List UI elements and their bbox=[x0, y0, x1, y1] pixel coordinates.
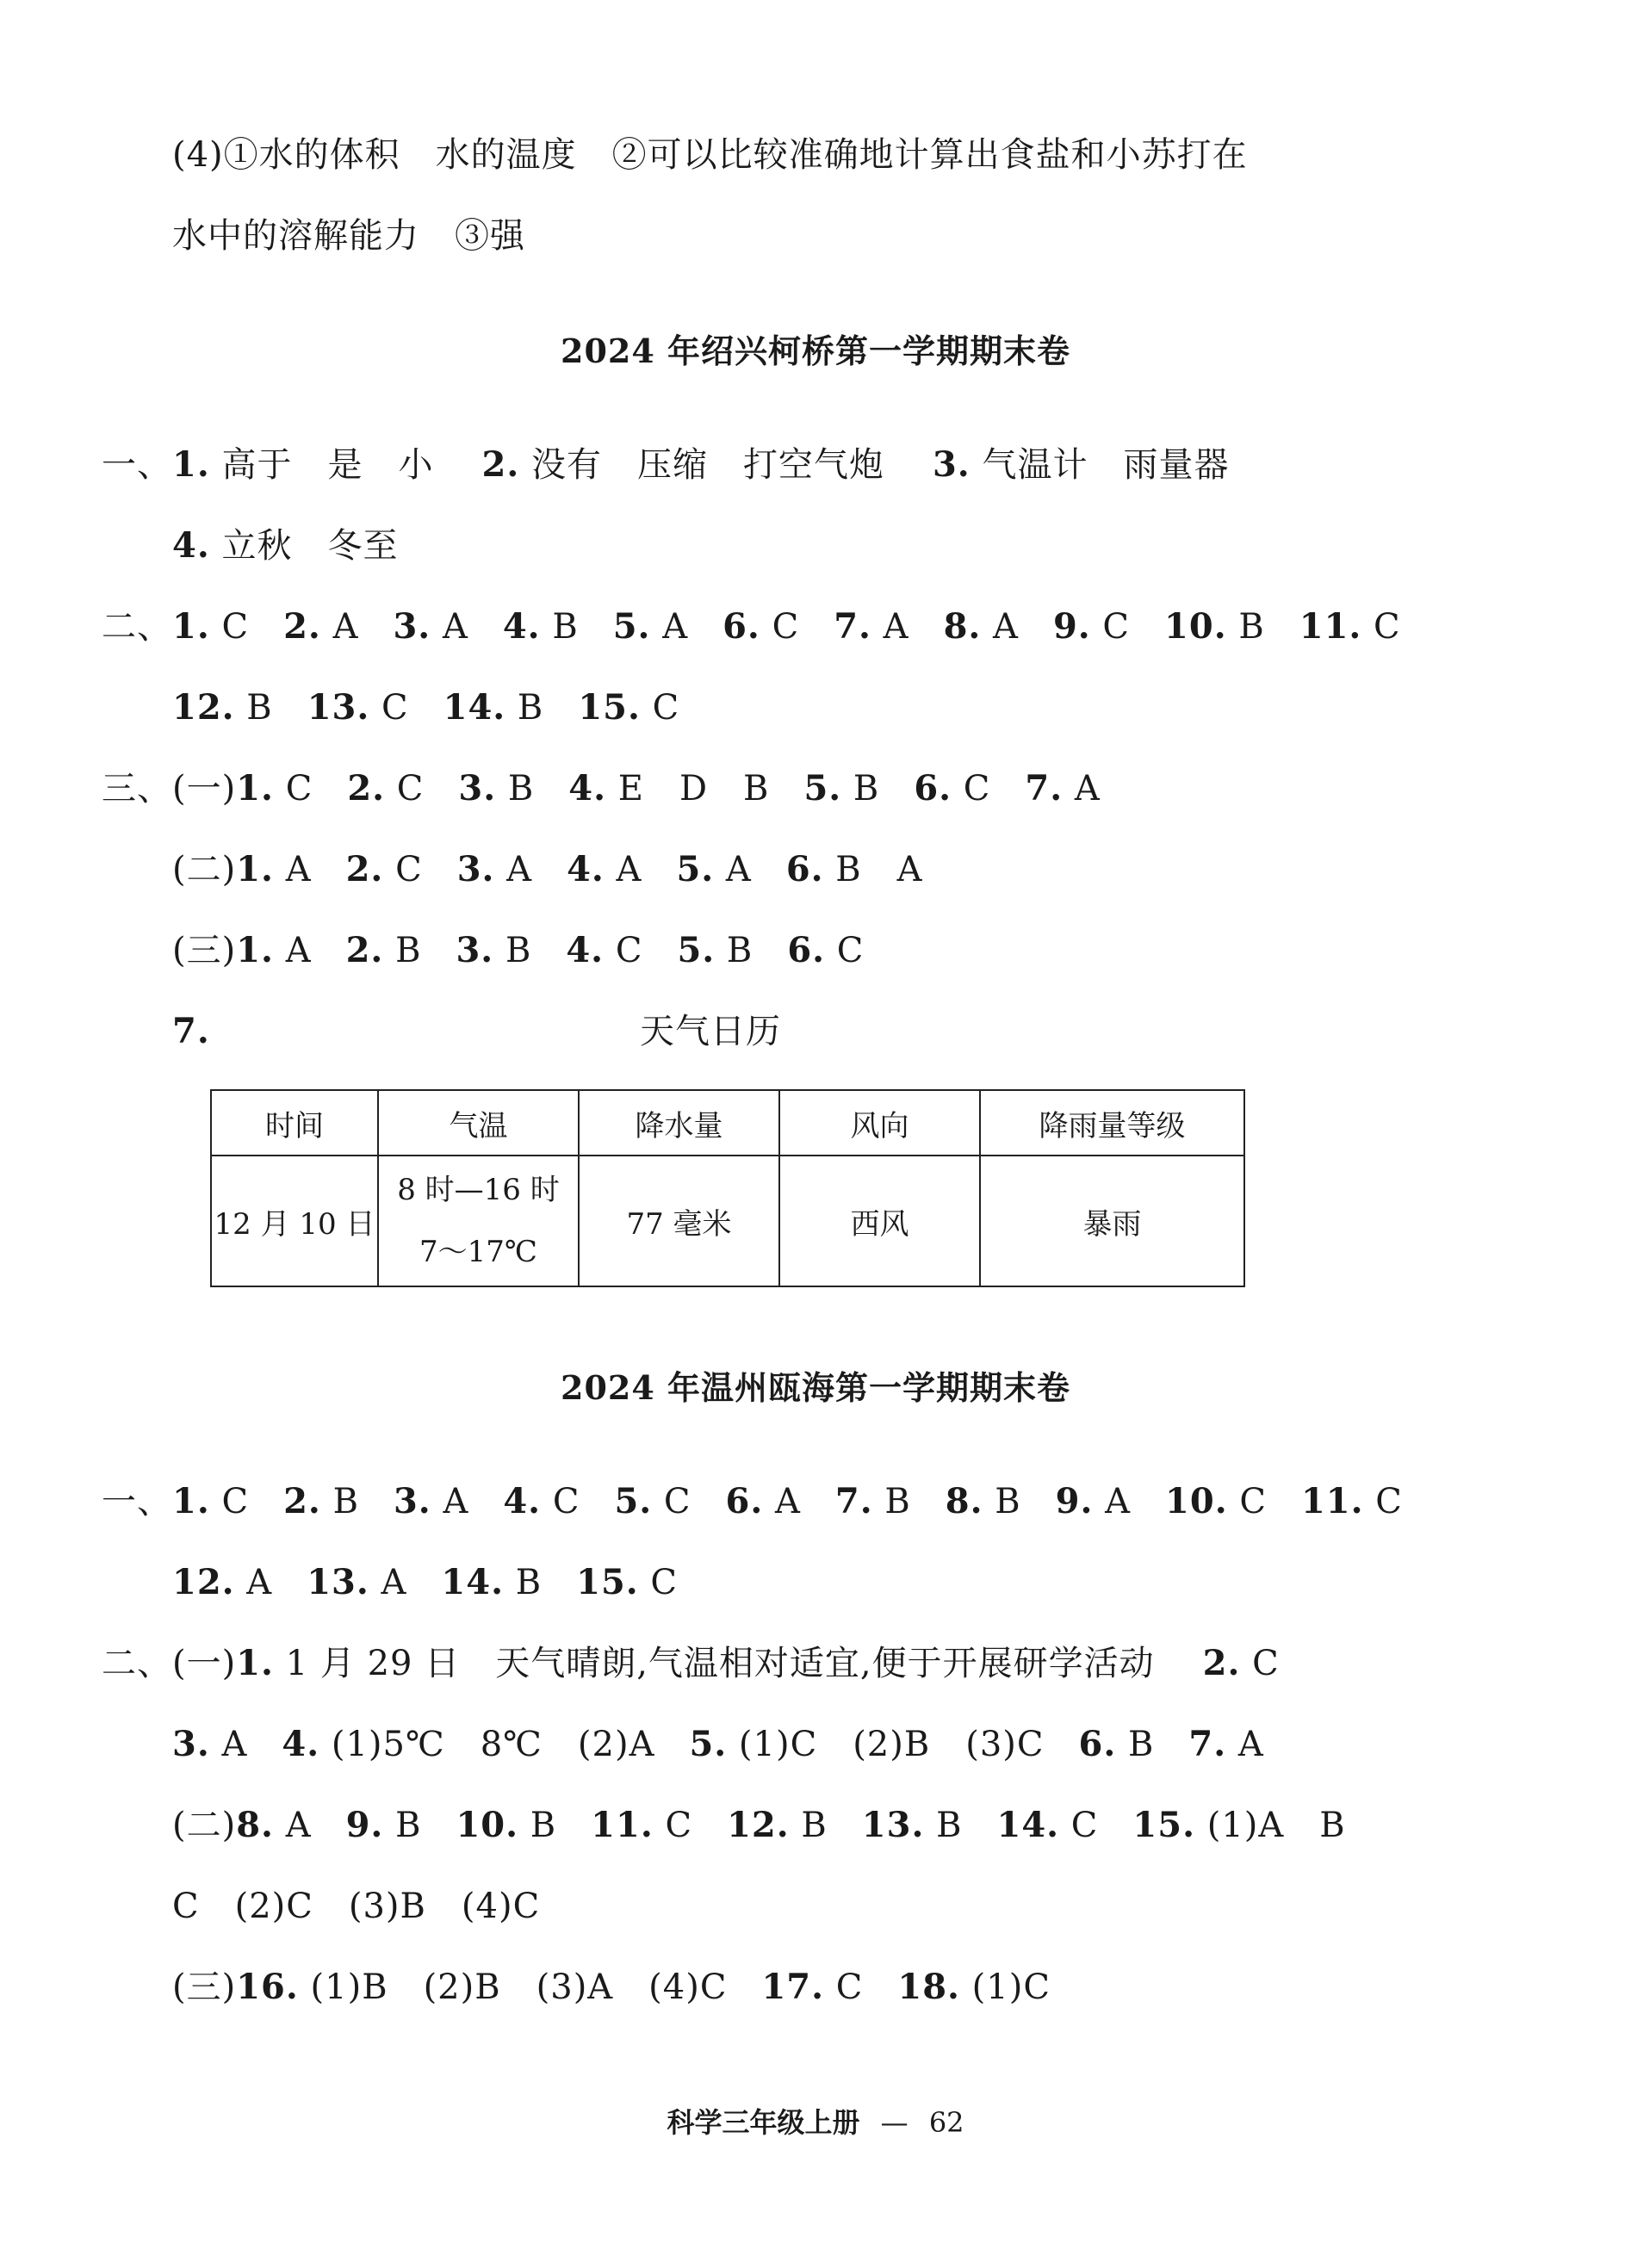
answer-text: B bbox=[872, 1482, 911, 1521]
answer-text: (1)B (2)B (3)A (4)C bbox=[298, 1967, 728, 2007]
question-number: 2. bbox=[345, 930, 384, 970]
page-number: 62 bbox=[928, 2106, 964, 2139]
answer-text: A bbox=[604, 850, 642, 889]
answer-text: B bbox=[924, 1806, 963, 1845]
answer-item bbox=[567, 850, 642, 889]
answer-text: A bbox=[273, 1806, 312, 1845]
s1-part1-line1 bbox=[102, 439, 1229, 491]
question-number: 11. bbox=[1299, 606, 1362, 647]
answer-item bbox=[172, 1725, 247, 1764]
answer-text: B bbox=[715, 931, 753, 970]
answer-item bbox=[393, 607, 468, 647]
answer-text: (1)A B bbox=[1195, 1806, 1346, 1845]
s1-part2-line1 bbox=[102, 601, 1401, 653]
s2-part1-line2 bbox=[172, 1557, 678, 1608]
s2-part2-line4: C (2)C (3)B (4)C bbox=[172, 1887, 541, 1926]
question-number: 2. bbox=[481, 444, 520, 485]
question-number: 7. bbox=[834, 606, 871, 647]
s1-part1-line2 bbox=[172, 520, 398, 572]
s1-part2-line2 bbox=[172, 682, 679, 734]
answer-text: B bbox=[383, 931, 422, 970]
question-number: 10. bbox=[1165, 1481, 1228, 1521]
s2-part2-line1 bbox=[102, 1638, 1280, 1689]
answer-item bbox=[172, 607, 249, 647]
answer-item bbox=[307, 1563, 406, 1602]
answer-text: C bbox=[652, 1482, 691, 1521]
part-prefix: 一、 bbox=[102, 445, 172, 485]
question-number: 2. bbox=[283, 1481, 321, 1521]
question-number: 4. bbox=[566, 930, 605, 970]
answer-item bbox=[761, 1967, 863, 2007]
table-row bbox=[211, 1156, 1244, 1286]
answer-text: B bbox=[518, 1806, 557, 1845]
part-prefix: (三) bbox=[172, 931, 237, 970]
question-number: 3. bbox=[393, 1481, 431, 1521]
answer-text: C bbox=[952, 769, 991, 809]
answer-item bbox=[689, 1725, 1044, 1764]
answer-text: C bbox=[1240, 1644, 1280, 1683]
answer-item bbox=[481, 445, 884, 485]
question-number: 5. bbox=[803, 768, 842, 809]
answer-item bbox=[236, 1806, 311, 1845]
question-number: 15. bbox=[1132, 1805, 1196, 1845]
question-number: 4. bbox=[172, 525, 210, 566]
question-number: 13. bbox=[307, 1562, 369, 1602]
part-prefix: (二) bbox=[172, 850, 237, 889]
answer-text: B bbox=[1116, 1725, 1155, 1764]
answer-item bbox=[834, 607, 909, 647]
answer-text: A bbox=[369, 1563, 407, 1602]
header-temperature: 气温 bbox=[378, 1090, 579, 1156]
answer-text: A bbox=[273, 850, 312, 889]
answer-item bbox=[236, 931, 311, 970]
answer-item bbox=[456, 1806, 556, 1845]
question-number: 1. bbox=[236, 930, 274, 970]
answer-text: A bbox=[763, 1482, 801, 1521]
answer-text: B bbox=[540, 607, 579, 647]
question-number: 15. bbox=[578, 687, 641, 728]
answer-item bbox=[346, 850, 423, 889]
answer-text: C bbox=[541, 1482, 580, 1521]
answer-item bbox=[394, 1482, 468, 1521]
answer-text: C bbox=[825, 931, 865, 970]
question-number: 3. bbox=[456, 849, 495, 889]
s2-part3-line1 bbox=[172, 1961, 1051, 2013]
question-number: 4. bbox=[503, 1481, 542, 1521]
answer-item bbox=[576, 1563, 678, 1602]
question-number: 18. bbox=[897, 1967, 960, 2007]
answer-text: C bbox=[604, 931, 643, 970]
answer-item bbox=[933, 445, 1229, 485]
answer-item bbox=[172, 1563, 272, 1602]
answer-item bbox=[786, 850, 923, 889]
question-number: 1. bbox=[236, 768, 274, 809]
question-number: 6. bbox=[725, 1481, 764, 1521]
cell-temp-time: 8 时—16 时 bbox=[397, 1173, 560, 1207]
header-time: 时间 bbox=[211, 1090, 378, 1156]
question-number: 1. bbox=[172, 606, 210, 647]
answer-line-q4-cont: 水中的溶解能力 ③强 bbox=[172, 216, 525, 256]
answer-text: B bbox=[841, 769, 880, 809]
answer-item bbox=[1188, 1725, 1263, 1764]
answer-text: A bbox=[871, 607, 909, 647]
answer-text: B bbox=[234, 688, 273, 728]
q7-label: 7. bbox=[172, 1011, 210, 1051]
question-number: 11. bbox=[1300, 1481, 1364, 1521]
question-number: 1. bbox=[236, 1643, 274, 1683]
answer-item bbox=[347, 769, 424, 809]
answer-item bbox=[726, 1482, 801, 1521]
answer-text: C bbox=[638, 1563, 679, 1602]
answer-text: A bbox=[494, 850, 533, 889]
answer-text: B A bbox=[823, 850, 923, 889]
question-number: 3. bbox=[172, 1724, 210, 1764]
answer-item bbox=[283, 1482, 359, 1521]
answer-item bbox=[578, 688, 679, 728]
answer-item bbox=[787, 931, 864, 970]
cell-rain-level: 暴雨 bbox=[980, 1156, 1244, 1286]
answer-text: A bbox=[981, 607, 1019, 647]
answer-text: B bbox=[983, 1482, 1021, 1521]
answer-text: C bbox=[824, 1967, 864, 2007]
answer-text: A bbox=[1063, 769, 1101, 809]
question-number: 6. bbox=[722, 606, 760, 647]
answer-item bbox=[897, 1967, 1051, 2007]
question-number: 3. bbox=[932, 444, 971, 485]
question-number: 3. bbox=[456, 930, 494, 970]
question-number: 6. bbox=[787, 930, 826, 970]
answer-text: C bbox=[1059, 1806, 1099, 1845]
question-number: 17. bbox=[761, 1967, 825, 2007]
answer-text: A bbox=[714, 850, 752, 889]
answer-item bbox=[614, 1482, 691, 1521]
question-number: 5. bbox=[612, 606, 651, 647]
part-prefix: (三) bbox=[172, 1967, 237, 2007]
answer-item bbox=[727, 1806, 828, 1845]
cell-precipitation: 77 毫米 bbox=[579, 1156, 779, 1286]
answer-text: C bbox=[760, 607, 800, 647]
answer-item bbox=[1203, 1644, 1280, 1683]
answer-text: C bbox=[640, 688, 680, 728]
answer-item bbox=[1299, 607, 1401, 647]
answer-item bbox=[568, 769, 769, 809]
answer-item bbox=[1056, 1482, 1131, 1521]
question-number: 1. bbox=[172, 1481, 210, 1521]
answer-text: C bbox=[1361, 607, 1401, 647]
cell-wind: 西风 bbox=[779, 1156, 980, 1286]
answer-item bbox=[443, 688, 544, 728]
answer-text: B bbox=[496, 769, 535, 809]
part-prefix: 二、 bbox=[102, 607, 172, 647]
question-number: 4. bbox=[502, 606, 541, 647]
answer-item bbox=[591, 1806, 692, 1845]
answer-text: C bbox=[1227, 1482, 1267, 1521]
answer-text: (1)C (2)B (3)C bbox=[727, 1725, 1045, 1764]
question-number: 8. bbox=[236, 1805, 274, 1845]
question-number: 16. bbox=[236, 1967, 299, 2007]
answer-item bbox=[346, 931, 422, 970]
s2-part2-line2 bbox=[172, 1719, 1264, 1770]
answer-text: A bbox=[273, 931, 312, 970]
question-number: 10. bbox=[456, 1805, 519, 1845]
question-number: 9. bbox=[1055, 1481, 1094, 1521]
answer-text: 没有 压缩 打空气炮 bbox=[519, 445, 884, 485]
question-number: 5. bbox=[689, 1724, 728, 1764]
question-number: 8. bbox=[943, 606, 982, 647]
answer-item bbox=[1079, 1725, 1155, 1764]
question-number: 9. bbox=[345, 1805, 384, 1845]
question-number: 12. bbox=[172, 1562, 235, 1602]
answer-item bbox=[503, 1482, 580, 1521]
answer-item bbox=[282, 1725, 654, 1764]
answer-item bbox=[1165, 1482, 1267, 1521]
answer-text: A bbox=[1093, 1482, 1132, 1521]
question-number: 5. bbox=[676, 849, 715, 889]
answer-text: 1 月 29 日 天气晴朗,气温相对适宜,便于开展研学活动 bbox=[273, 1644, 1155, 1683]
answer-line-q4: (4)①水的体积 水的温度 ②可以比较准确地计算出食盐和小苏打在 bbox=[172, 135, 1248, 175]
answer-text: A bbox=[650, 607, 689, 647]
answer-text: A bbox=[209, 1725, 248, 1764]
answer-item bbox=[172, 1482, 249, 1521]
part-prefix: 三、(一) bbox=[102, 769, 237, 809]
answer-text: C bbox=[653, 1806, 693, 1845]
question-number: 9. bbox=[1052, 606, 1091, 647]
answer-text: C bbox=[383, 850, 423, 889]
part-prefix: 一、 bbox=[102, 1482, 172, 1521]
answer-text: 气温计 雨量器 bbox=[970, 445, 1230, 485]
answer-text: C bbox=[1090, 607, 1131, 647]
answer-text: C bbox=[1363, 1482, 1403, 1521]
question-number: 6. bbox=[785, 849, 824, 889]
question-number: 1. bbox=[172, 444, 210, 485]
answer-item bbox=[236, 769, 313, 809]
question-number: 7. bbox=[1025, 768, 1064, 809]
answer-item bbox=[676, 850, 751, 889]
header-wind: 风向 bbox=[779, 1090, 980, 1156]
question-number: 4. bbox=[282, 1724, 320, 1764]
answer-item bbox=[172, 526, 398, 566]
question-number: 2. bbox=[347, 768, 386, 809]
answer-item bbox=[1132, 1806, 1345, 1845]
answer-text: E D B bbox=[606, 769, 770, 809]
question-number: 15. bbox=[576, 1562, 639, 1602]
answer-item bbox=[1164, 607, 1265, 647]
part-prefix: 二、(一) bbox=[102, 1644, 237, 1683]
answer-item bbox=[172, 688, 273, 728]
question-number: 12. bbox=[172, 687, 235, 728]
answer-item bbox=[236, 1967, 727, 2007]
answer-item bbox=[457, 850, 532, 889]
answer-text: B bbox=[320, 1482, 359, 1521]
question-number: 2. bbox=[345, 849, 384, 889]
answer-text: 立秋 冬至 bbox=[209, 526, 399, 566]
question-number: 2. bbox=[283, 606, 321, 647]
answer-text: A bbox=[431, 607, 468, 647]
question-number: 12. bbox=[727, 1805, 790, 1845]
header-precipitation: 降水量 bbox=[579, 1090, 779, 1156]
answer-item bbox=[803, 769, 879, 809]
answer-item bbox=[862, 1806, 963, 1845]
question-number: 8. bbox=[945, 1481, 983, 1521]
section-title-keqiao: 2024 年绍兴柯桥第一学期期末卷 bbox=[561, 332, 1070, 370]
question-number: 11. bbox=[591, 1805, 654, 1845]
answer-item bbox=[503, 607, 579, 647]
answer-item bbox=[835, 1482, 911, 1521]
question-number: 7. bbox=[834, 1481, 873, 1521]
footer-separator: — bbox=[880, 2106, 909, 2139]
cell-date: 12 月 10 日 bbox=[211, 1156, 378, 1286]
question-number: 14. bbox=[996, 1805, 1060, 1845]
question-number: 3. bbox=[458, 768, 497, 809]
answer-item bbox=[307, 688, 409, 728]
answer-item bbox=[346, 1806, 422, 1845]
question-number: 5. bbox=[614, 1481, 653, 1521]
answer-text: A bbox=[320, 607, 359, 647]
question-number: 7. bbox=[1188, 1724, 1227, 1764]
answer-text: B bbox=[383, 1806, 422, 1845]
section-title-ouhai: 2024 年温州瓯海第一学期期末卷 bbox=[561, 1368, 1070, 1407]
book-title: 科学三年级上册 bbox=[667, 2106, 860, 2139]
question-number: 14. bbox=[441, 1562, 504, 1602]
answer-text: B bbox=[493, 931, 532, 970]
answer-item bbox=[172, 445, 433, 485]
s2-part2-line3 bbox=[172, 1800, 1346, 1851]
answer-item bbox=[236, 1644, 1154, 1683]
s1-part3-line1 bbox=[102, 763, 1101, 815]
table-header-row bbox=[211, 1090, 1244, 1156]
answer-item bbox=[613, 607, 688, 647]
answer-text: A bbox=[1226, 1725, 1264, 1764]
s1-part3-line2 bbox=[172, 844, 923, 895]
answer-text: B bbox=[1226, 607, 1265, 647]
answer-item bbox=[456, 931, 531, 970]
answer-item bbox=[914, 769, 990, 809]
answer-text: A bbox=[431, 1482, 469, 1521]
answer-text: B bbox=[789, 1806, 828, 1845]
cell-temp-range: 7～17℃ bbox=[419, 1235, 537, 1269]
question-number: 4. bbox=[567, 849, 605, 889]
question-number: 13. bbox=[861, 1805, 925, 1845]
question-number: 13. bbox=[307, 687, 370, 728]
answer-item bbox=[1053, 607, 1130, 647]
question-number: 2. bbox=[1202, 1643, 1241, 1683]
question-number: 5. bbox=[677, 930, 716, 970]
answer-item bbox=[677, 931, 753, 970]
answer-text: C bbox=[209, 607, 250, 647]
answer-item bbox=[1301, 1482, 1403, 1521]
answer-text: (1)5℃ 8℃ (2)A bbox=[319, 1725, 655, 1764]
answer-item bbox=[1025, 769, 1100, 809]
part-prefix: (二) bbox=[172, 1806, 237, 1845]
question-number: 6. bbox=[1078, 1724, 1117, 1764]
page-footer bbox=[0, 2101, 1631, 2144]
question-number: 4. bbox=[568, 768, 607, 809]
answer-text: C bbox=[273, 769, 313, 809]
answer-text: C bbox=[369, 688, 409, 728]
weather-calendar-table bbox=[210, 1089, 1245, 1287]
answer-text: A bbox=[234, 1563, 273, 1602]
s2-part1-line1 bbox=[102, 1476, 1403, 1527]
answer-text: B bbox=[504, 1563, 543, 1602]
answer-item bbox=[722, 607, 799, 647]
answer-text: 高于 是 小 bbox=[209, 445, 434, 485]
answer-text: (1)C bbox=[959, 1967, 1051, 2007]
answer-text: C bbox=[209, 1482, 250, 1521]
answer-item bbox=[944, 607, 1019, 647]
question-number: 10. bbox=[1164, 606, 1227, 647]
s1-part3-line3 bbox=[172, 925, 864, 976]
answer-item bbox=[997, 1806, 1099, 1845]
question-number: 14. bbox=[443, 687, 506, 728]
answer-text: B bbox=[505, 688, 544, 728]
answer-text: C bbox=[385, 769, 425, 809]
question-number: 3. bbox=[393, 606, 431, 647]
answer-item bbox=[946, 1482, 1021, 1521]
answer-item bbox=[236, 850, 311, 889]
answer-item bbox=[283, 607, 358, 647]
answer-item bbox=[458, 769, 534, 809]
table-title: 天气日历 bbox=[640, 1012, 781, 1051]
question-number: 1. bbox=[236, 849, 274, 889]
question-number: 6. bbox=[914, 768, 952, 809]
header-rain-level: 降雨量等级 bbox=[980, 1090, 1244, 1156]
cell-temperature bbox=[378, 1156, 579, 1286]
answer-item bbox=[441, 1563, 542, 1602]
answer-item bbox=[566, 931, 642, 970]
